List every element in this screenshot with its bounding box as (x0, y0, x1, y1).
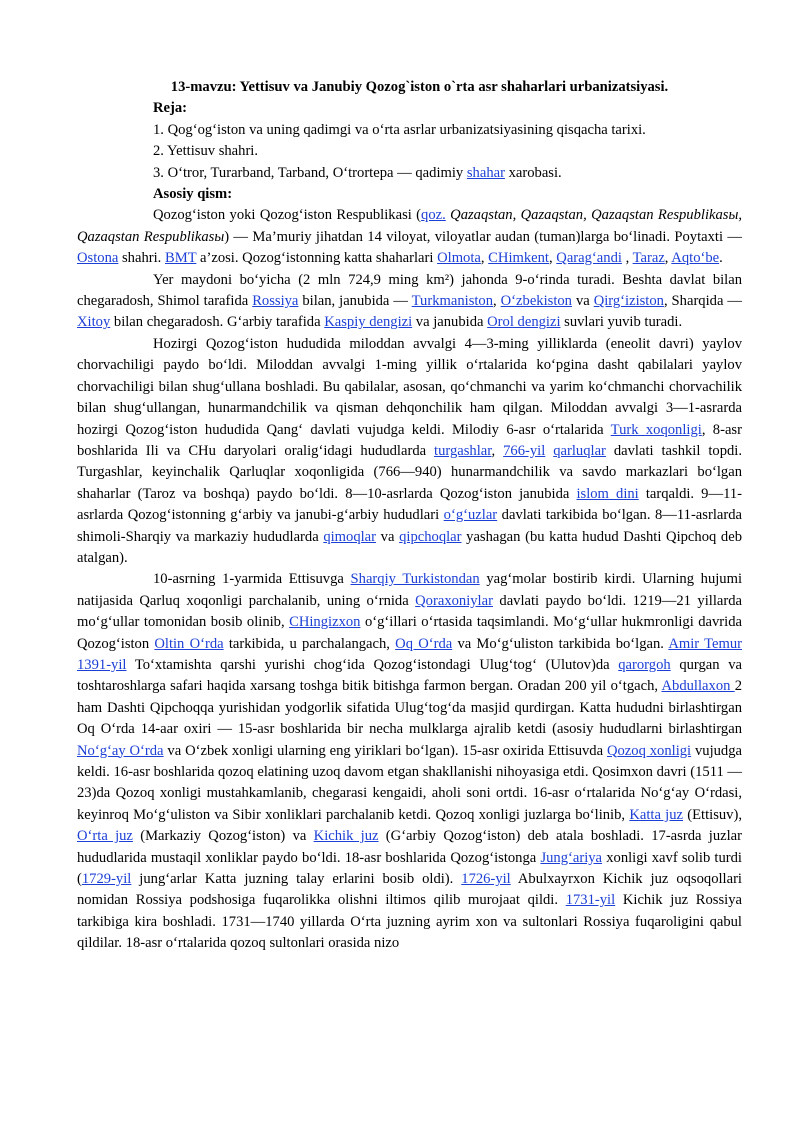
plan-heading: Reja: (153, 100, 188, 117)
link-oq-orda[interactable]: Oq O‘rda (395, 635, 453, 652)
text: , (493, 293, 501, 310)
plan-item-1: 1. Qog‘og‘iston va uning qadimgi va o‘rta asrlar urbanizatsiyasining qisqacha tarixi. (153, 121, 646, 138)
text: Yer maydoni bo‘yicha (2 mln 724,9 ming km²) jahonda 9-o‘rinda turadi. Beshta davlat bilan chegaradosh, Shimol tarafida (77, 271, 742, 310)
link-turgashlar[interactable]: turgashlar (434, 442, 492, 459)
paragraph-2 (77, 270, 742, 334)
link-qoraxoniylar[interactable]: Qoraxoniylar (415, 592, 493, 609)
link-ostona[interactable]: Ostona (77, 250, 119, 267)
plan-item-3-text: xarobasi. (504, 164, 562, 181)
text: ) — Ma’muriy jihatdan 14 viloyat, viloyatlar audan (tuman)larga bo‘linadi. Poytaxti — (224, 228, 742, 245)
link-jungariya[interactable]: Jung‘ariya (540, 849, 603, 866)
link-islom-dini[interactable]: islom dini (576, 485, 639, 502)
text: Kichik juz Rossiya tarkibiga kira boshladi. 1731—1740 yillarda O‘rta juzning ayrim xon va sultonlari Rossiya fuqaroligini qabul qildilar. 18-asr o‘rtalarida qozoq sultonlari orasida nizo (77, 892, 742, 952)
link-xitoy[interactable]: Xitoy (77, 314, 111, 331)
link-orta-juz[interactable]: O‘rta juz (77, 828, 133, 845)
link-1729-yil[interactable]: 1729-yil (81, 871, 132, 888)
text: davlati tashkil topdi. Turgashlar, keyinchalik Qarluqlar xoqonligida (766—940) hunarmandchilik va savdo markazlari bo‘lgan shaharlar (Taroz va boshqa) paydo bo‘ldi. 8—10-asrlarda Qozog‘iston janubida (77, 442, 742, 502)
main-heading: Asosiy qism: (153, 186, 233, 203)
link-nogay-orda[interactable]: No‘g‘ay O‘rda (77, 742, 164, 759)
text: , (491, 442, 504, 459)
link-chimkent[interactable]: CHimkent (488, 250, 549, 267)
link-turk-xoqonligi[interactable]: Turk xoqonligi (610, 421, 702, 438)
link-qozoq-xonligi[interactable]: Qozoq xonligi (606, 742, 692, 759)
link-katta-juz[interactable]: Katta juz (629, 806, 684, 823)
link-qipchoqlar[interactable]: qipchoqlar (399, 528, 462, 545)
link-qaragandi[interactable]: Qarag‘andi (556, 250, 622, 267)
link-shahar[interactable]: shahar (466, 164, 505, 181)
link-kaspiy-dengizi[interactable]: Kaspiy dengizi (324, 314, 413, 331)
text: va janubida (412, 314, 488, 331)
text: (Ettisuv), (683, 806, 742, 823)
link-qimoqlar[interactable]: qimoqlar (323, 528, 377, 545)
plan-item-2: 2. Yettisuv shahri. (153, 143, 259, 160)
link-oguzlar[interactable]: o‘g‘uzlar (443, 507, 498, 524)
text: shahri. (118, 250, 165, 267)
text: va (571, 293, 594, 310)
link-1726-yil[interactable]: 1726-yil (461, 871, 511, 888)
text: xonligi xavf solib turdi ( (77, 849, 742, 888)
text: bilan chegaradosh. G‘arbiy tarafida (110, 314, 325, 331)
text: o‘g‘illari o‘rtasida taqsimlandi. Mo‘g‘ullar hukmronligi davrida Qozog‘iston (77, 614, 742, 652)
text: tarqaldi. 9—11-asrlarda Qozog‘istonning g‘arbiy va janubi-g‘arbiy hududlari (77, 485, 742, 524)
text: Hozirgi Qozog‘iston hududida miloddan avvalgi 4—3-ming yilliklarda (eneolit davri) yaylov chorvachiligi paydo bo‘ldi. Miloddan avvalgi 1-ming yillik o‘rtalarida ko‘pgina dasht qabilalari yaylov chorvachiligi bilan shug‘ullana boshladi. Bu qabilalar, asosan, qo‘chmanchi va yarim ko‘chmanchi chorvachilik bilan shug‘ullangan, hunarmandchilik va qisman dehqonchilik ham qilgan. Miloddan avvalgi 3—1-asrarda hozirgi Qozog‘iston hududida Qang‘ davlati vujudga keldi. Milodiy 6-asr o‘rtalarida (77, 335, 742, 438)
link-chingizxon[interactable]: CHingizxon (289, 614, 361, 631)
text: Abulxayrxon Kichik juz oqsoqollari nomidan Rossiya podshosiga fuqarolikka olishni iltimos qilib murojaat qildi. (77, 871, 742, 909)
link-qirgiziston[interactable]: Qirg‘iziston (593, 293, 664, 310)
link-1731-yil[interactable]: 1731-yil (565, 892, 616, 909)
text: tarkibida, u parchalangach, (223, 635, 396, 652)
text: yag‘molar bostirib kirdi. Ularning hujumi natijasida Qarluq xoqonligi parchalanib, uning o‘rnida (77, 571, 743, 609)
text: jung‘arlar Katta juzning talay erlarini bosib oldi). (131, 871, 462, 888)
text: 2 ham Dashti Qipchoqqa yurishidan yodgorlik sifatida Ulug‘tog‘da masjid qurdirgan. Katta hududni birlashtirgan Oq O‘rda 14-aar oxiri — 15-asr boshlarida bir necha mulklarga ajralib ketdi (asosiy hududlarni birlashtirgan (77, 678, 742, 738)
link-qoz[interactable]: qoz. (421, 207, 446, 224)
paragraph-3 (77, 334, 742, 569)
text: , (480, 250, 489, 267)
link-amir-temur[interactable]: Amir Temur (668, 635, 742, 652)
text: vujudga keldi. 16-asr boshlarida qozoq elatining uzoq davom etgan shakllanishi nihoyasiga etdi. Qosimxon davri (1511 — 23)da Qozoq xonligi mustahkamlanib, chegarasi kengaidi, aholi soni ortdi. 16-asr o‘rtalarida No‘g‘ay O‘rdasi, keyinroq Mo‘g‘uliston va Sibir xonliklari parchalanib ketdi. Qozoq xonligi juzlarga bo‘linib, (77, 742, 742, 823)
plan-item-3 (77, 163, 742, 184)
link-bmt[interactable]: BMT (164, 250, 197, 267)
text: bilan, janubida — (298, 293, 412, 310)
link-rossiya[interactable]: Rossiya (252, 293, 299, 310)
paragraph-1 (77, 205, 742, 269)
link-1391-yil[interactable]: 1391-yil (77, 656, 127, 673)
link-turkmaniston[interactable]: Turkmaniston (411, 293, 494, 310)
text: va Mo‘g‘uliston tarkibida bo‘lgan. (452, 635, 669, 652)
text: suvlari yuvib turadi. (560, 314, 683, 331)
text: 10-asrning 1-yarmida Ettisuvga (153, 571, 351, 588)
link-aqtobe[interactable]: Aqto‘be (671, 250, 720, 267)
text: yashagan (bu katta hudud Dashti Qipchoq deb atalgan). (77, 528, 743, 566)
text: , (548, 250, 557, 267)
text: , Sharqida — (663, 293, 742, 310)
link-orol-dengizi[interactable]: Orol dengizi (487, 314, 561, 331)
link-olmota[interactable]: Olmota (437, 250, 481, 267)
text: davlati paydo bo‘ldi. 1219—21 yillarda mo‘g‘ullar tomonidan bosib olinib, (77, 592, 742, 631)
plan-item-3-text: 3. O‘tror, Turarband, Tarband, O‘trortepa — qadimiy (153, 164, 467, 181)
text: Qozog‘iston yoki Qozog‘iston Respublikasi ( (153, 207, 422, 224)
text-italic: Qazaqstan, Qazaqstan, Qazaqstan Respublikasы, Qazaqstan Respublikasы (77, 207, 742, 245)
link-qarorgoh[interactable]: qarorgoh (618, 656, 671, 673)
text: , (664, 250, 672, 267)
document-title: 13-mavzu: Yettisuv va Janubiy Qozog`iston o`rta asr shaharlari urbanizatsiyasi. (170, 79, 669, 95)
link-ozbekiston[interactable]: O‘zbekiston (500, 293, 572, 310)
text: a’zosi. Qozog‘istonning katta shaharlari (196, 250, 438, 267)
text: (Markaziy Qozog‘iston) va (132, 828, 314, 845)
link-kichik-juz[interactable]: Kichik juz (313, 828, 379, 845)
paragraph-4 (77, 569, 742, 954)
link-sharqiy-turkiston[interactable]: Sharqiy Turkistondan (350, 571, 480, 588)
link-abdullaxon[interactable]: Abdullaxon (661, 678, 735, 695)
text: davlati tarkibida bo‘lgan. 8—11-asrlarda shimoli-Sharqiy va markaziy hududlarda (77, 507, 742, 545)
link-oltin-orda[interactable]: Oltin O‘rda (154, 635, 224, 652)
link-qarluqlar[interactable]: qarluqlar (553, 442, 606, 459)
text: va O‘zbek xonligi ularning eng yiriklari bo‘lgan). 15-asr oxirida Ettisuvda (163, 742, 607, 759)
text: va (376, 528, 400, 545)
text: , 8-asr boshlarida Ili va CHu daryolari oralig‘idagi hududlarda (77, 421, 742, 459)
link-766-yil[interactable]: 766-yil (503, 442, 546, 459)
text: qurgan va toshtaroshlarga safari haqida xarsang toshga bitik bitishga farmon bergan. Oradan 200 yil o‘tgach, (77, 656, 742, 695)
text: , (621, 250, 633, 267)
text: To‘xtamishta qarshi yurishi chog‘ida Qozog‘istondagi Ulug‘tog‘ (Ulutov)da (126, 656, 619, 673)
text: (G‘arbiy Qozog‘iston) deb atala boshladi. 17-asrda juzlar hududlarida mustaqil xonliklar paydo bo‘ldi. 18-asr boshlarida Qozog‘istonga (77, 828, 742, 866)
link-taraz[interactable]: Taraz (632, 250, 665, 267)
text: . (719, 250, 723, 267)
